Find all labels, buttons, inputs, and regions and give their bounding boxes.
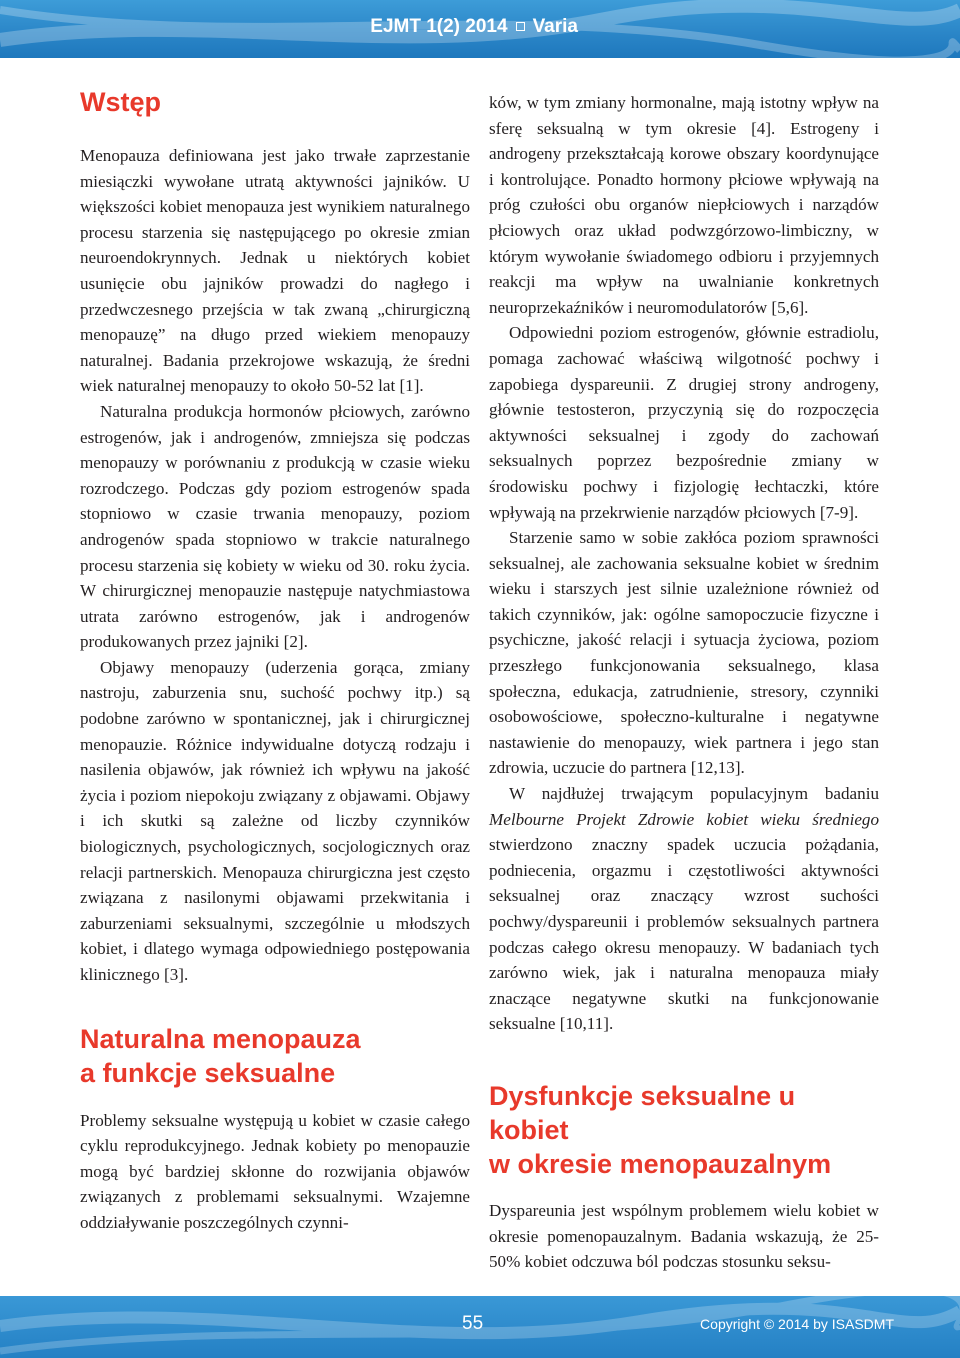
heading-natural-line-2: a funkcje seksualne bbox=[80, 1057, 336, 1088]
heading-introduction: Wstęp bbox=[80, 87, 161, 117]
melbourne-text-after: stwierdzono znaczny spadek uczucia pożądania, podniecenia, orgazmu i częstotliwości aktywności seksualnej oraz znaczący wzrost suchości pochwy/dyspareunii i problemów seksualnych partnera podczas całego okresu menopauzy. W badaniach tych zarówno wiek, jak i naturalna menopauza miały znaczące negatywne skutki na funkcjonowanie seksualne [10,11]. bbox=[489, 835, 879, 1034]
right-column bbox=[489, 90, 879, 1275]
intro-paragraph-2: Naturalna produkcja hormonów płciowych, zarówno estrogenów, jak i androgenów, zmniejsza się podczas menopauzy w porównaniu z produkcją w czasie wieku rozrodczego. Podczas gdy poziom estrogenów spada stopniowo w czasie trwania menopauzy, poziom androgenów spada stopniowo w trakcie naturalnego procesu starzenia się kobiety w wieku od 30. roku życia. W chirurgicznej menopauzie następuje natychmiastowa utrata zarówno estrogenów, jak i androgenów produkowanych przez jajniki [2]. bbox=[80, 401, 470, 652]
copyright-notice: Copyright © 2014 by ISASDMT bbox=[700, 1316, 894, 1332]
heading-natural-line-1: Naturalna menopauza bbox=[80, 1023, 361, 1054]
melbourne-text-before: W najdłużej trwającym populacyjnym badaniu bbox=[509, 784, 879, 804]
heading-dysf-line-2: w okresie menopauzalnym bbox=[489, 1148, 832, 1179]
journal-header-bar bbox=[0, 0, 960, 58]
paragraph-aging: Starzenie samo w sobie zakłóca poziom sprawności seksualnej, ale zachowania seksualne kobiet w średnim wieku i starszych jest silnie uzależnione również od takich czynników, jak: ogólne samopoczucie fizyczne i psychiczne, jakość relacji i sytuacja życiowa, poziom przeszłego funkcjonowania seksualnego, klasa społeczna, edukacja, zatrudnienie, stresory, czynniki osobowościowe, społeczno-kulturalne i negatywne nastawienie do menopauzy, wiek partnera i jego stan zdrowia, uczucie do partnera [12,13]. bbox=[489, 528, 879, 778]
intro-paragraph-3: Objawy menopauzy (uderzenia gorąca, zmiany nastroju, zaburzenia snu, suchość pochwy itp.) są podobne zarówno w spontanicznej, jak i chirurgicznej menopauzie. Różnice indywidualne dotyczą rodzaju i nasilenia objawów, jak również ich wpływu na jakość życia i poziom niepokoju związany z objawami. Objawy i ich skutki są zależne od liczby czynników biologicznych, psychologicznych, socjologicznych oraz relacji partnerskich. Menopauza chirurgiczna jest często związana z nasilonymi objawami przekwitania i zaburzeniami seksualnymi, szczególnie u młodszych kobiet, i dlatego wymaga odpowiedniego postępowania klinicznego [3]. bbox=[80, 657, 470, 984]
section-name: Varia bbox=[532, 16, 578, 37]
intro-paragraph-1: Menopauza definiowana jest jako trwałe zaprzestanie miesiączki wywołane utratą aktywności jajników. U większości kobiet menopauza jest wynikiem naturalnego procesu starzenia się następującego po okresie zmian neuroendokrynnych. Jednak u niektórych kobiet usunięcie obu jajników prowadzi do nagłego i przedwczesnego przejścia w tak zwaną „chirurgiczną menopauzę” na długo przed wiekiem menopauzy naturalnej. Badania przekrojowe wskazują, że średni wiek naturalnej menopauzy to około 50-52 lat [1]. bbox=[80, 146, 470, 396]
melbourne-study-title: Melbourne Projekt Zdrowie kobiet wieku średniego bbox=[489, 809, 879, 829]
paragraph-estrogen-levels: Odpowiedni poziom estrogenów, głównie estradiolu, pomaga zachować właściwą wilgotność pochwy i zapobiega dyspareunii. Z drugiej strony androgeny, głównie testosteron, przyczynią się do rozpoczęcia aktywności seksualnej i zgody do zachowań seksualnych poprzez bezpośrednie zmiany w środowisku pochwy i fizjologię łechtaczki, które wpływają na przekrwienie narządów płciowych [7-9]. bbox=[489, 323, 879, 522]
dyspareunia-paragraph: Dyspareunia jest wspólnym problemem wielu kobiet w okresie pomenopauzalnym. Badania wskazują, że 25-50% kobiet odczuwa ból podczas stosunku seksu- bbox=[489, 1200, 879, 1272]
left-column bbox=[80, 85, 470, 1236]
journal-issue: EJMT 1(2) 2014 bbox=[370, 16, 508, 37]
square-separator-icon bbox=[516, 22, 525, 31]
heading-dysf-line-1: Dysfunkcje seksualne u kobiet bbox=[489, 1080, 796, 1145]
natural-paragraph: Problemy seksualne występują u kobiet w czasie całego cyklu reprodukcyjnego. Jednak kobiety po menopauzie mogą być bardziej skłonne do rozwijania objawów związanych z problemami seksualnymi. Wzajemne oddziaływanie poszczególnych czynni- bbox=[80, 1110, 470, 1232]
running-head bbox=[370, 16, 578, 38]
page-number: 55 bbox=[462, 1313, 484, 1334]
page-footer-bar bbox=[0, 1296, 960, 1358]
heading-natural-menopause bbox=[80, 1022, 470, 1090]
paragraph-melbourne-study bbox=[489, 781, 879, 1037]
continuation-paragraph: ków, w tym zmiany hormonalne, mają istotny wpływ na sferę seksualną w tym okresie [4]. Estrogeny i androgeny przekształcają korowe obszary koordynujące i kontrolujące. Ponadto hormony płciowe wpływają na próg czułości obu organów niepłciowych i narządów płciowych oraz układ podwzgórzowo-limbiczny, w którym wywołanie świadomego odbioru i przyjemnych reakcji ma wpływ na uwalnianie konkretnych neuroprzekaźników i neuromodulatorów [5,6]. bbox=[489, 93, 879, 317]
heading-sexual-dysfunction bbox=[489, 1079, 879, 1181]
